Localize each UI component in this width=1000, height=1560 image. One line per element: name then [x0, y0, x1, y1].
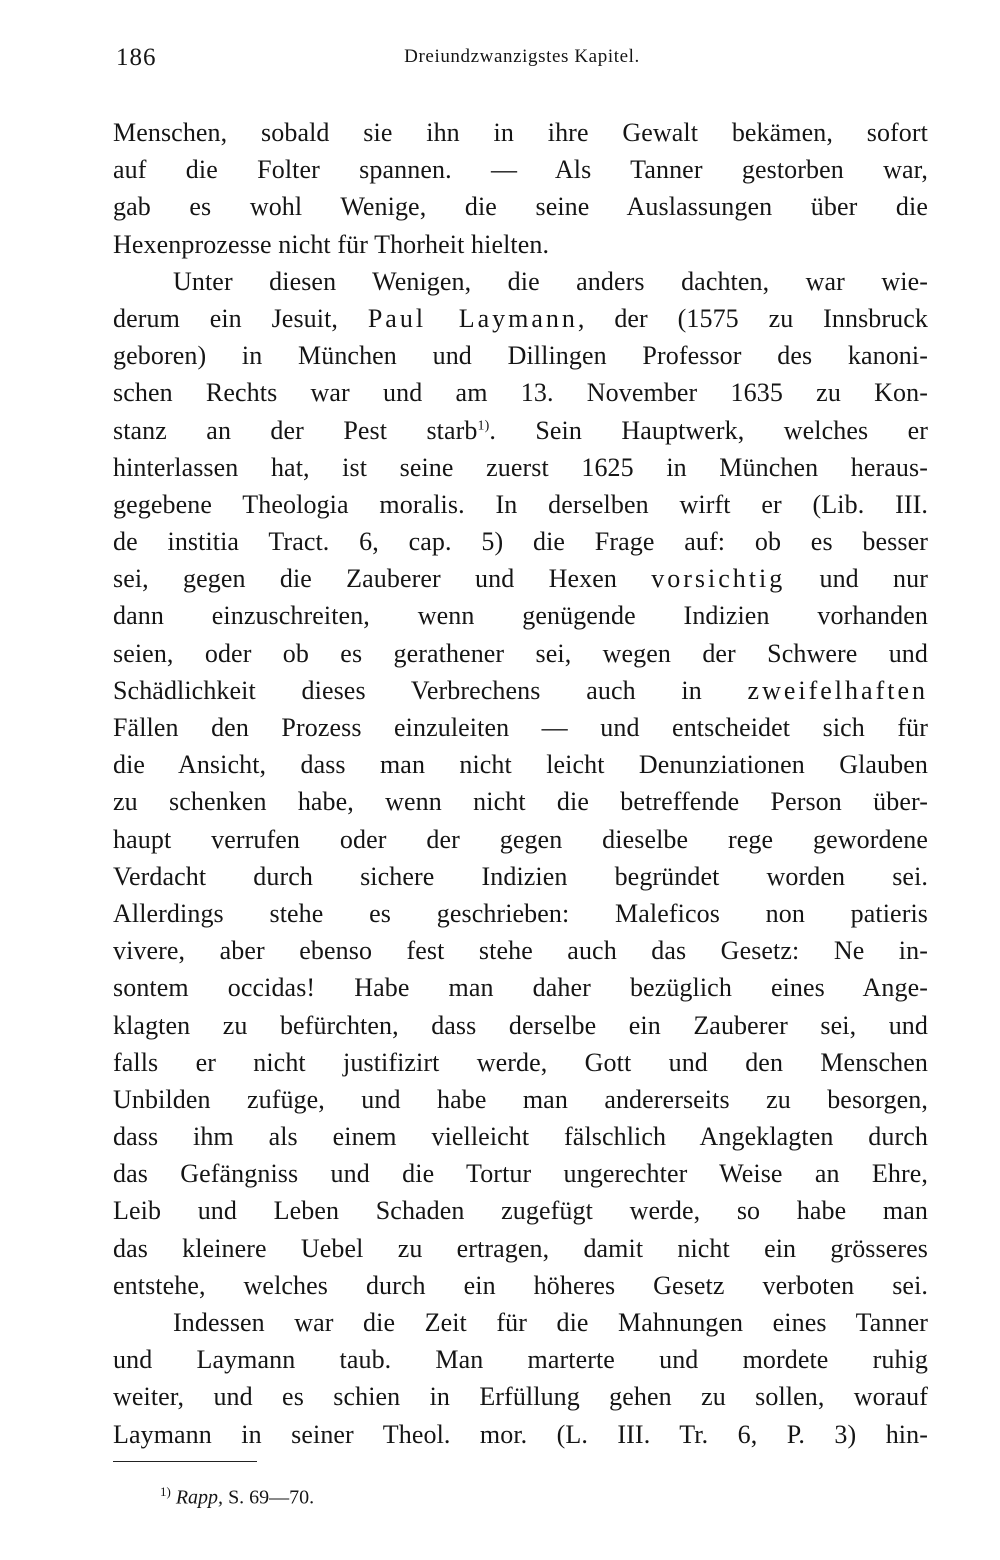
body-text — [113, 114, 928, 1453]
text-span: , der (1575 zu Innsbruck — [577, 303, 928, 333]
text-line: klagten zu befürchten, dass derselbe ein Zauberer sei, und — [113, 1010, 928, 1040]
text-span: Schädlichkeit dieses Verbrechens auch in — [113, 675, 748, 705]
text-line: dann einzuschreiten, wenn genügende Indizien vorhanden — [113, 601, 928, 631]
text-span: derum ein Jesuit, — [113, 303, 368, 333]
text-line — [113, 412, 928, 449]
text-line: gab es wohl Wenige, die seine Auslassungen über die — [113, 192, 928, 222]
text-line: Leib und Leben Schaden zugefügt werde, so habe man — [113, 1196, 928, 1226]
text-line — [113, 560, 928, 597]
paragraph-start-line: Indessen war die Zeit für die Mahnungen eines Tanner — [173, 1308, 928, 1337]
text-line: Hexenprozesse nicht für Thorheit hielten. — [113, 229, 550, 259]
text-line: hinterlassen hat, ist seine zuerst 1625 in München heraus- — [113, 452, 928, 482]
text-line: das kleinere Uebel zu ertragen, damit nicht ein grösseres — [113, 1233, 928, 1263]
text-line: Allerdings stehe es geschrieben: Maleficos non patieris — [113, 898, 928, 928]
text-line: falls er nicht justifizirt werde, Gott und den Menschen — [113, 1047, 928, 1077]
text-line: auf die Folter spannen. — Als Tanner gestorben war, — [113, 155, 928, 185]
text-line: zu schenken habe, wenn nicht die betreffende Person über- — [113, 787, 928, 817]
footnote — [160, 1484, 314, 1510]
footnote-author: Rapp, — [175, 1486, 224, 1509]
text-line — [113, 672, 928, 709]
text-line: und Laymann taub. Man marterte und mordete ruhig — [113, 1345, 928, 1375]
footnote-marker: 1) — [160, 1484, 171, 1499]
text-span: und nur — [785, 564, 928, 594]
text-line: de institia Tract. 6, cap. 5) die Frage auf: ob es besser — [113, 527, 928, 557]
text-line: dass ihm als einem vielleicht fälschlich Angeklagten durch — [113, 1122, 928, 1152]
emphasized-name: Paul Laymann — [367, 303, 578, 333]
paragraph-start-line: Unter diesen Wenigen, die anders dachten, war wie- — [173, 266, 928, 296]
text-line: das Gefängniss und die Tortur ungerechter Weise an Ehre, — [113, 1159, 928, 1189]
text-line: Menschen, sobald sie ihn in ihre Gewalt bekämen, sofort — [113, 118, 928, 147]
text-line: Verdacht durch sichere Indizien begründet worden sei. — [113, 861, 928, 891]
text-line — [113, 300, 928, 337]
text-span: . Sein Hauptwerk, welches er — [489, 415, 928, 445]
emphasized-word: vorsichtig — [651, 564, 786, 594]
text-line: die Ansicht, dass man nicht leicht Denunziationen Glauben — [113, 750, 928, 780]
text-line: vivere, aber ebenso fest stehe auch das Gesetz: Ne in- — [113, 936, 928, 966]
page-number: 186 — [116, 44, 157, 71]
text-line: geboren) in München und Dillingen Professor des kanoni- — [113, 341, 928, 371]
page-header — [116, 44, 928, 84]
text-line: Laymann in seiner Theol. mor. (L. III. Tr. 6, P. 3) hin- — [113, 1419, 928, 1449]
text-line: weiter, und es schien in Erfüllung gehen zu sollen, worauf — [113, 1382, 928, 1412]
footnote-divider — [113, 1461, 257, 1462]
text-line: gegebene Theologia moralis. In derselben wirft er (Lib. III. — [113, 489, 928, 519]
text-line: schen Rechts war und am 13. November 1635 zu Kon- — [113, 378, 928, 408]
footnote-reference: 1) — [477, 417, 490, 433]
text-span: stanz an der Pest starb — [113, 415, 478, 445]
running-head: Dreiundzwanzigstes Kapitel. — [404, 46, 640, 67]
text-line: seien, oder ob es gerathener sei, wegen der Schwere und — [113, 638, 928, 668]
text-line: Fällen den Prozess einzuleiten — und entscheidet sich für — [113, 713, 928, 742]
footnote-reference-text: S. 69—70. — [223, 1486, 315, 1509]
text-line: entstehe, welches durch ein höheres Gesetz verboten sei. — [113, 1270, 928, 1300]
text-line: sontem occidas! Habe man daher bezüglich eines Ange- — [113, 973, 928, 1003]
text-line: Unbilden zufüge, und habe man andererseits zu besorgen, — [113, 1084, 928, 1114]
emphasized-word: zweifelhaften — [747, 675, 928, 705]
text-span: sei, gegen die Zauberer und Hexen — [113, 564, 652, 594]
text-line: haupt verrufen oder der gegen dieselbe rege gewordene — [113, 824, 928, 854]
